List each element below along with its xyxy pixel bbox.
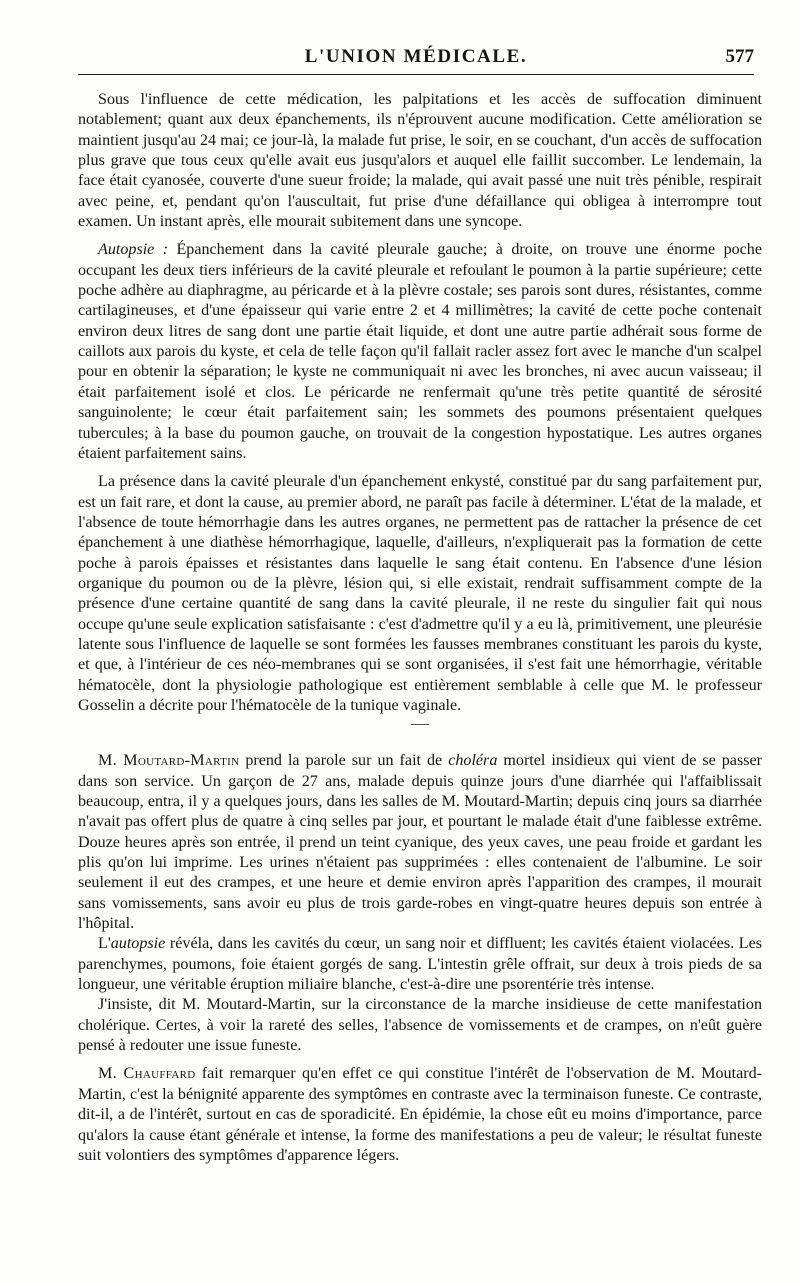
paragraph-text: prend la parole sur un fait de — [239, 752, 449, 770]
page-number: 577 — [725, 46, 754, 67]
speaker-name: M. Chauffard — [98, 1065, 196, 1083]
paragraph-discussion: La présence dans la cavité pleurale d'un épanchement enkysté, constitué par du sang parfaitement pur, est un fait rare, et dont la cause, au premier abord, ne paraît pas facile à déterminer. L'état de la malade, et l'absence de toute hémorrhagie dans les autres organes, ne permettent pas de rattacher la présence de cet épanchement à une diathèse hémorrhagique, laquelle, d'ailleurs, n'expliquerait pas la formation de cette poche à parois épaisses et résistantes dans laquelle le sang était contenu. En l'absence d'une lésion organique du poumon ou de la plèvre, lésion qui, si elle existait, rendrait suffisamment compte de la présence d'une certaine quantité de sang dans la cavité pleurale, il ne reste du singulier fait qui nous occupe qu'une seule explication satisfaisante : c'est d'admettre qu'il y a eu là, primitivement, une pleurésie latente sous l'influence de laquelle se sont formées les fausses membranes constituant les parois du kyste, et que, à l'intérieur de ces néo-membranes qui se sont organisées, il s'est fait une hémorrhagie, véritable hématocèle, dont la physiologie pathologique est entièrement semblable à celle que M. le professeur Gosselin a décrite pour l'hématocèle de la tunique vaginale. — [78, 473, 762, 714]
paragraph-text: révéla, dans les cavités du cœur, un sang noir et diffluent; les cavités étaient violacées. Les parenchymes, poumons, foie étaient gorgés de sang. L'intestin grêle offrait, sur deux à trois pieds de sa longueur, une véritable éruption miliaire blanche, c'est-à-dire une psorentérie très intense. — [78, 935, 762, 994]
paragraph-text: fait remarquer qu'en effet ce qui constitue l'intérêt de l'observation de M. Moutard-Martin, c'est la bénignité apparente des symptômes en contraste avec la terminaison funeste. Ce contraste, dit-il, a de l'intérêt, surtout en cas de sporadicité. En épidémie, la chose eût eu moins d'importance, parce qu'alors la cause étant générale et intense, la forme des manifestations a peu de valeur; le résultat funeste suit volontiers des symptômes d'apparence légers. — [78, 1065, 762, 1164]
emphasis-cholera: choléra — [448, 752, 498, 770]
journal-title: L'UNION MÉDICALE. — [304, 46, 528, 67]
article-body — [78, 90, 762, 1166]
paragraph-autopsy-cholera — [78, 934, 762, 995]
header-rule — [78, 74, 754, 75]
section-divider — [411, 724, 429, 725]
running-header — [78, 40, 754, 74]
paragraph-text: mortel insidieux qui vient de se passer dans son service. Un garçon de 27 ans, malade depuis quinze jours d'une diarrhée qui l'affaiblissait beaucoup, entra, il y a quelques jours, dans les salles de M. Moutard-Martin; depuis cinq jours sa diarrhée n'avait pas offert plus de quatre à cinq selles par jour, et pourtant le malade était d'une faiblesse extrême. Douze heures après son entrée, il prend un teint cyanique, des yeux caves, une peau froide et gardant les plis qu'on lui imprime. Les urines n'étaient pas supprimées : elles contenaient de l'albumine. Le soir seulement il eut des crampes, et une heure et demie environ après l'apparition des crampes, il mourait sans vomissements, sans avoir eu plus de trois garde-robes en vingt-quatre heures depuis son entrée à l'hôpital. — [78, 752, 762, 933]
paragraph-text: L' — [98, 935, 111, 953]
emphasis-autopsie: autopsie — [110, 935, 166, 953]
paragraph-autopsy — [78, 240, 762, 464]
autopsy-label: Autopsie : — [98, 241, 169, 259]
autopsy-text: Épanchement dans la cavité pleurale gauche; à droite, on trouve une énorme poche occupant les deux tiers inférieurs de la cavité pleurale et refoulant le poumon à la partie supérieure; cette poche adhère au diaphragme, au péricarde et à la plèvre costale; ses parois sont dures, résistantes, comme cartilagineuses, et d'une épaisseur qui varie entre 2 et 4 millimètres; la cavité de cette poche contenait environ deux litres de sang dont une partie était liquide, et dont une autre partie adhérait sous forme de caillots aux parois du kyste, et cela de telle façon qu'il fallait racler assez fort avec le manche d'un scalpel pour en obtenir la séparation; le kyste ne communiquait ni avec les bronches, ni avec aucun vaisseau; il était parfaitement isolé et clos. Le péricarde ne renfermait qu'une très petite quantité de sérosité sanguinolente; le cœur était parfaitement sain; les sommets des poumons présentaient quelques tubercules; à la base du poumon gauche, on trouvait de la congestion hypostatique. Les autres organes étaient parfaitement sains. — [78, 241, 763, 462]
paragraph-moutard-martin — [78, 751, 762, 934]
paragraph-medication: Sous l'influence de cette médication, les palpitations et les accès de suffocation diminuent notablement; quant aux deux épanchements, ils n'éprouvent aucune modification. Cette amélioration se maintient jusqu'au 24 mai; ce jour-là, la malade fut prise, le soir, en se couchant, d'un accès de suffocation plus grave que tous ceux qu'elle avait eus jusqu'alors et auquel elle faillit succomber. Le lendemain, la face était cyanosée, couverte d'une sueur froide; la malade, qui avait passé une nuit très pénible, respirait avec peine, et, pendant qu'on l'auscultait, fut prise d'une défaillance qui obligea à interrompre tout examen. Un instant après, elle mourait subitement dans une syncope. — [78, 91, 762, 231]
paragraph-chauffard — [78, 1064, 762, 1166]
paragraph-insiste: J'insiste, dit M. Moutard-Martin, sur la circonstance de la marche insidieuse de cette manifestation cholérique. Certes, à voir la rareté des selles, l'absence de vomissements et de crampes, on n'eût guère pensé à redouter une issue funeste. — [78, 996, 762, 1055]
speaker-name: M. Moutard-Martin — [98, 752, 240, 770]
